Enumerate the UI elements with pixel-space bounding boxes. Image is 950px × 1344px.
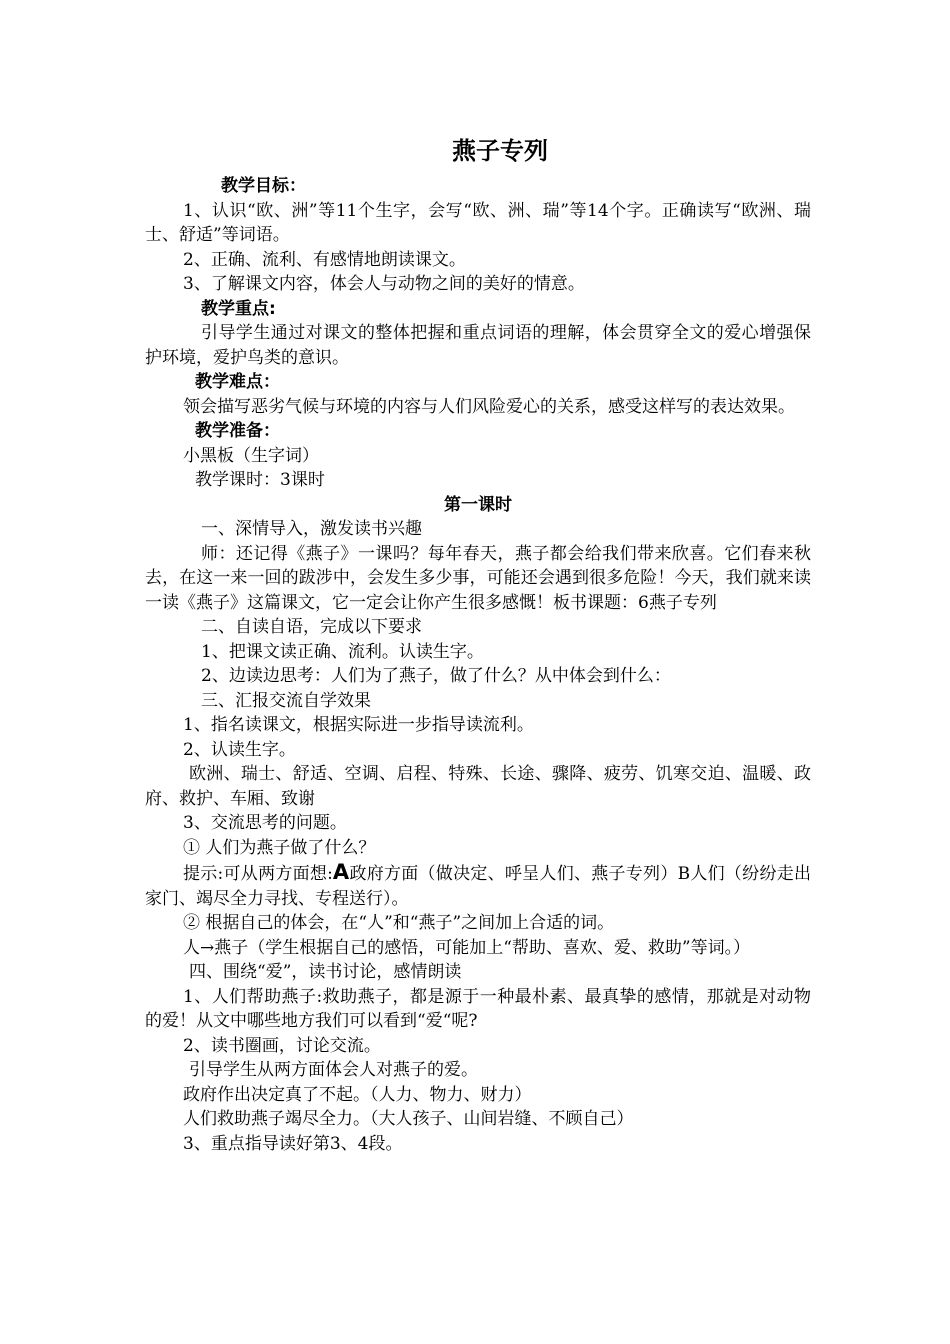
prep-text: 小黑板（生字词） bbox=[183, 445, 319, 466]
paragraph: 师：还记得《燕子》一课吗？每年春天，燕子都会给我们带来欣喜。它们春来秋去，在这一来一回的跋涉中，会发生多少事，可能还会遇到很多危险！今天，我们就来读一读《燕子》这篇课文，它一定会让你产生很多感慨！板书课题：6燕子专列 bbox=[145, 543, 811, 613]
hint-prefix: 提示:可从两方面想: bbox=[183, 864, 333, 884]
list-item: 1、指名读课文，根据实际进一步指导读流利。 bbox=[183, 715, 534, 735]
list-item: 3、重点指导读好第3、4段。 bbox=[183, 1133, 403, 1154]
question-item: ② 根据自己的体会，在“人”和“燕子”之间加上合适的词。 bbox=[183, 913, 615, 933]
section-heading: 二、自读自语，完成以下要求 bbox=[201, 617, 422, 637]
hint-rest: 政府方面（做决定、呼呈人们、燕子专列）B人们（纷纷走出家门、竭尽全力寻找、专程送行）。 bbox=[145, 864, 811, 909]
difficulty-text: 领会描写恶劣气候与环境的内容与人们风险爱心的关系，感受这样写的表达效果。 bbox=[183, 396, 795, 417]
document-body bbox=[145, 134, 811, 1156]
paragraph: 政府作出决定真了不起。（人力、物力、财力） bbox=[183, 1084, 532, 1105]
section-heading: 三、汇报交流自学效果 bbox=[201, 690, 371, 711]
lesson1-heading: 第一课时 bbox=[444, 494, 512, 515]
list-item: 3、交流思考的问题。 bbox=[183, 813, 347, 833]
hint-paragraph bbox=[145, 860, 811, 911]
key-heading: 教学重点: bbox=[201, 298, 276, 319]
prep-heading: 教学准备： bbox=[195, 421, 280, 441]
goal-item: 1、认识“欧、洲”等11个生字，会写“欧、洲、瑞”等14个字。正确读写“欧洲、瑞士、舒适”等词语。 bbox=[145, 200, 811, 245]
list-item: 1、把课文读正确、流利。认读生字。 bbox=[201, 641, 484, 662]
question-item: ① 人们为燕子做了什么？ bbox=[183, 837, 376, 858]
list-item: 2、边读边思考：人们为了燕子，做了什么？从中体会到什么： bbox=[201, 666, 671, 686]
difficulty-heading: 教学难点： bbox=[195, 372, 280, 392]
paragraph: 1、人们帮助燕子:救助燕子，都是源于一种最朴素、最真挚的感情，那就是对动物的爱！从文中哪些地方我们可以看到“爱“呢? bbox=[145, 986, 811, 1031]
goal-item: 2、正确、流利、有感情地朗读课文。 bbox=[183, 249, 466, 270]
section-heading: 一、深情导入，激发读书兴趣 bbox=[201, 519, 422, 539]
goals-heading: 教学目标： bbox=[221, 176, 306, 196]
section-heading: 四、围绕“爱”，读书讨论，感情朗读 bbox=[189, 962, 462, 982]
paragraph: 人们救助燕子竭尽全力。（大人孩子、山间岩缝、不顾自己） bbox=[183, 1109, 634, 1129]
list-item: 2、认读生字。 bbox=[183, 739, 296, 760]
hours-text: 教学课时：3课时 bbox=[195, 470, 325, 490]
paragraph: 引导学生从两方面体会人对燕子的爱。 bbox=[189, 1060, 478, 1080]
document-title: 燕子专列 bbox=[452, 137, 548, 165]
list-item: 2、读书圈画，讨论交流。 bbox=[183, 1035, 381, 1056]
paragraph: 人→燕子（学生根据自己的感悟，可能加上“帮助、喜欢、爱、救助”等词。） bbox=[183, 937, 751, 958]
goal-item: 3、了解课文内容，体会人与动物之间的美好的情意。 bbox=[183, 274, 585, 294]
vocabulary-list: 欧洲、瑞士、舒适、空调、启程、特殊、长途、骤降、疲劳、饥寒交迫、温暖、政府、救护、车厢、致谢 bbox=[145, 764, 811, 809]
key-text: 引导学生通过对课文的整体把握和重点词语的理解，体会贯穿全文的爱心增强保护环境，爱护鸟类的意识。 bbox=[145, 323, 811, 368]
hint-a-label: A bbox=[332, 860, 350, 884]
